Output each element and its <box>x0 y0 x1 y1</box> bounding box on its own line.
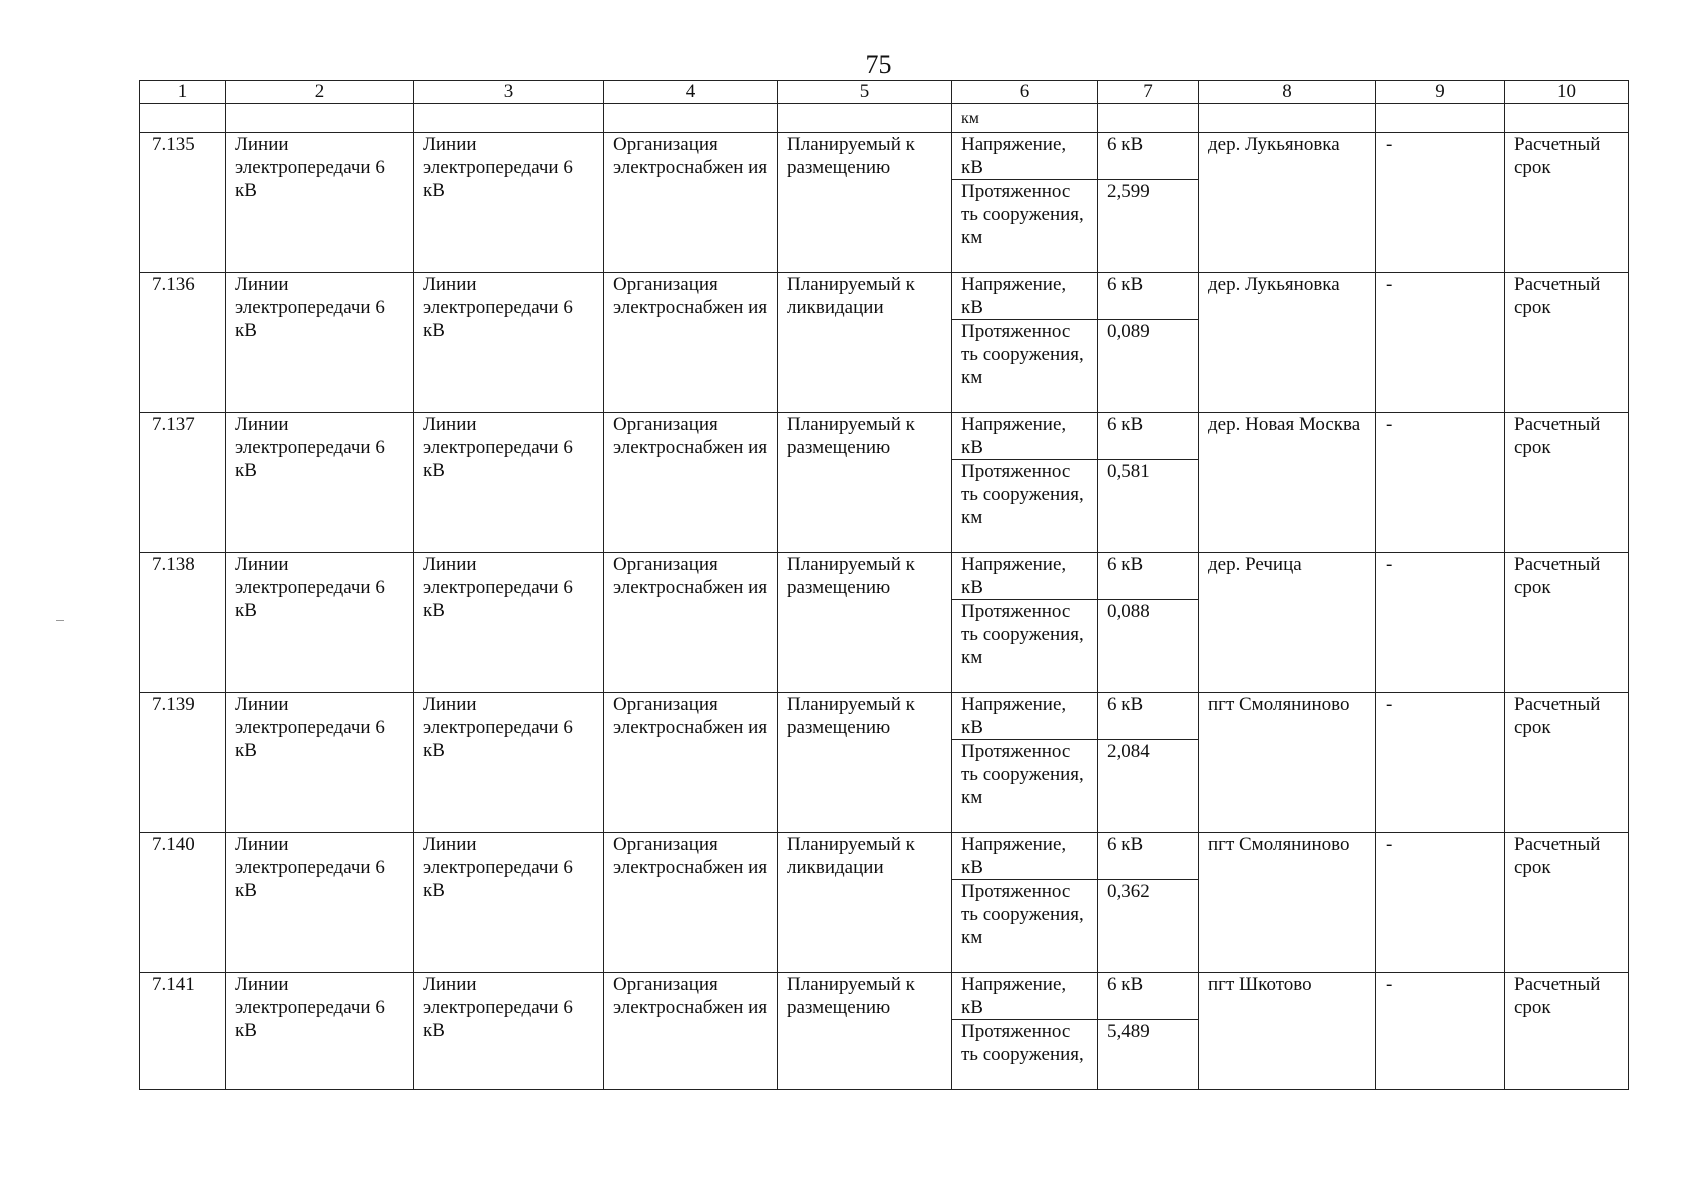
table-cell <box>140 104 226 133</box>
column-number-row <box>140 81 1629 104</box>
object-type: Линии электропередачи 6 кВ <box>414 833 604 973</box>
parameter-voltage-value: 6 кВ <box>1098 273 1199 320</box>
object-status: Планируемый к размещению <box>778 133 952 273</box>
parameter-voltage-label: Напряжение, кВ <box>952 413 1098 460</box>
zone-value: - <box>1376 973 1505 1090</box>
table-cell <box>604 104 778 133</box>
implementation-term: Расчетный срок <box>1505 413 1629 553</box>
zone-value: - <box>1376 413 1505 553</box>
table-cell <box>226 104 414 133</box>
object-type: Линии электропередачи 6 кВ <box>414 973 604 1090</box>
zone-value: - <box>1376 553 1505 693</box>
column-number: 4 <box>604 81 778 104</box>
object-status: Планируемый к размещению <box>778 693 952 833</box>
table-row <box>140 553 1629 600</box>
table-cell <box>1376 104 1505 133</box>
object-name: Линии электропередачи 6 кВ <box>226 693 414 833</box>
implementation-term: Расчетный срок <box>1505 273 1629 413</box>
table-row <box>140 973 1629 1020</box>
zone-value: - <box>1376 693 1505 833</box>
object-name: Линии электропередачи 6 кВ <box>226 553 414 693</box>
column-number: 2 <box>226 81 414 104</box>
object-type: Линии электропередачи 6 кВ <box>414 693 604 833</box>
object-type: Линии электропередачи 6 кВ <box>414 553 604 693</box>
table-cell <box>778 104 952 133</box>
object-name: Линии электропередачи 6 кВ <box>226 413 414 553</box>
object-status: Планируемый к ликвидации <box>778 273 952 413</box>
zone-value: - <box>1376 833 1505 973</box>
row-number: 7.137 <box>140 413 226 553</box>
parameter-length-value: 0,088 <box>1098 600 1199 693</box>
object-name: Линии электропередачи 6 кВ <box>226 833 414 973</box>
object-name: Линии электропередачи 6 кВ <box>226 133 414 273</box>
zone-value: - <box>1376 273 1505 413</box>
object-type: Линии электропередачи 6 кВ <box>414 413 604 553</box>
object-location: дер. Лукьяновка <box>1199 133 1376 273</box>
parameter-voltage-label: Напряжение, кВ <box>952 973 1098 1020</box>
row-number: 7.141 <box>140 973 226 1090</box>
parameter-length-label: Протяженнос ть сооружения, <box>952 1020 1098 1090</box>
row-number: 7.139 <box>140 693 226 833</box>
parameter-length-value: 2,599 <box>1098 180 1199 273</box>
implementation-term: Расчетный срок <box>1505 133 1629 273</box>
object-location: дер. Новая Москва <box>1199 413 1376 553</box>
continuation-unit: км <box>952 104 1098 133</box>
implementation-term: Расчетный срок <box>1505 693 1629 833</box>
row-number: 7.136 <box>140 273 226 413</box>
column-number: 7 <box>1098 81 1199 104</box>
parameter-voltage-label: Напряжение, кВ <box>952 833 1098 880</box>
implementation-term: Расчетный срок <box>1505 973 1629 1090</box>
column-number: 1 <box>140 81 226 104</box>
table-row <box>140 273 1629 320</box>
object-purpose: Организация электроснабжен ия <box>604 833 778 973</box>
parameter-voltage-value: 6 кВ <box>1098 553 1199 600</box>
parameter-voltage-value: 6 кВ <box>1098 133 1199 180</box>
parameter-length-label: Протяженнос ть сооружения, км <box>952 600 1098 693</box>
row-number: 7.140 <box>140 833 226 973</box>
object-status: Планируемый к размещению <box>778 973 952 1090</box>
scan-mark <box>56 620 64 621</box>
row-number: 7.138 <box>140 553 226 693</box>
object-status: Планируемый к ликвидации <box>778 833 952 973</box>
object-purpose: Организация электроснабжен ия <box>604 693 778 833</box>
object-status: Планируемый к размещению <box>778 553 952 693</box>
parameter-length-value: 2,084 <box>1098 740 1199 833</box>
object-name: Линии электропередачи 6 кВ <box>226 973 414 1090</box>
parameter-voltage-value: 6 кВ <box>1098 413 1199 460</box>
table-cell <box>1199 104 1376 133</box>
object-location: пгт Шкотово <box>1199 973 1376 1090</box>
object-type: Линии электропередачи 6 кВ <box>414 273 604 413</box>
parameter-length-value: 5,489 <box>1098 1020 1199 1090</box>
column-number: 5 <box>778 81 952 104</box>
table-row <box>140 833 1629 880</box>
implementation-term: Расчетный срок <box>1505 833 1629 973</box>
parameter-voltage-label: Напряжение, кВ <box>952 133 1098 180</box>
object-purpose: Организация электроснабжен ия <box>604 273 778 413</box>
object-status: Планируемый к размещению <box>778 413 952 553</box>
parameter-length-value: 0,362 <box>1098 880 1199 973</box>
column-number: 10 <box>1505 81 1629 104</box>
parameter-length-value: 0,089 <box>1098 320 1199 413</box>
parameter-length-label: Протяженнос ть сооружения, км <box>952 320 1098 413</box>
object-purpose: Организация электроснабжен ия <box>604 413 778 553</box>
parameter-voltage-label: Напряжение, кВ <box>952 553 1098 600</box>
object-name: Линии электропередачи 6 кВ <box>226 273 414 413</box>
parameter-length-label: Протяженнос ть сооружения, км <box>952 180 1098 273</box>
object-type: Линии электропередачи 6 кВ <box>414 133 604 273</box>
column-number: 6 <box>952 81 1098 104</box>
continuation-row <box>140 104 1629 133</box>
row-number: 7.135 <box>140 133 226 273</box>
parameter-voltage-value: 6 кВ <box>1098 693 1199 740</box>
facilities-table <box>139 80 1629 1090</box>
parameter-length-value: 0,581 <box>1098 460 1199 553</box>
parameter-voltage-label: Напряжение, кВ <box>952 273 1098 320</box>
object-purpose: Организация электроснабжен ия <box>604 973 778 1090</box>
table-cell <box>1098 104 1199 133</box>
table-cell <box>414 104 604 133</box>
object-location: дер. Речица <box>1199 553 1376 693</box>
page-number: 75 <box>865 50 892 79</box>
object-location: пгт Смоляниново <box>1199 693 1376 833</box>
object-location: пгт Смоляниново <box>1199 833 1376 973</box>
parameter-voltage-value: 6 кВ <box>1098 973 1199 1020</box>
column-number: 9 <box>1376 81 1505 104</box>
parameter-voltage-value: 6 кВ <box>1098 833 1199 880</box>
table-row <box>140 693 1629 740</box>
table-cell <box>1505 104 1629 133</box>
object-purpose: Организация электроснабжен ия <box>604 133 778 273</box>
object-purpose: Организация электроснабжен ия <box>604 553 778 693</box>
parameter-length-label: Протяженнос ть сооружения, км <box>952 880 1098 973</box>
object-location: дер. Лукьяновка <box>1199 273 1376 413</box>
zone-value: - <box>1376 133 1505 273</box>
table-row <box>140 133 1629 180</box>
parameter-voltage-label: Напряжение, кВ <box>952 693 1098 740</box>
parameter-length-label: Протяженнос ть сооружения, км <box>952 740 1098 833</box>
parameter-length-label: Протяженнос ть сооружения, км <box>952 460 1098 553</box>
table-row <box>140 413 1629 460</box>
column-number: 3 <box>414 81 604 104</box>
implementation-term: Расчетный срок <box>1505 553 1629 693</box>
column-number: 8 <box>1199 81 1376 104</box>
